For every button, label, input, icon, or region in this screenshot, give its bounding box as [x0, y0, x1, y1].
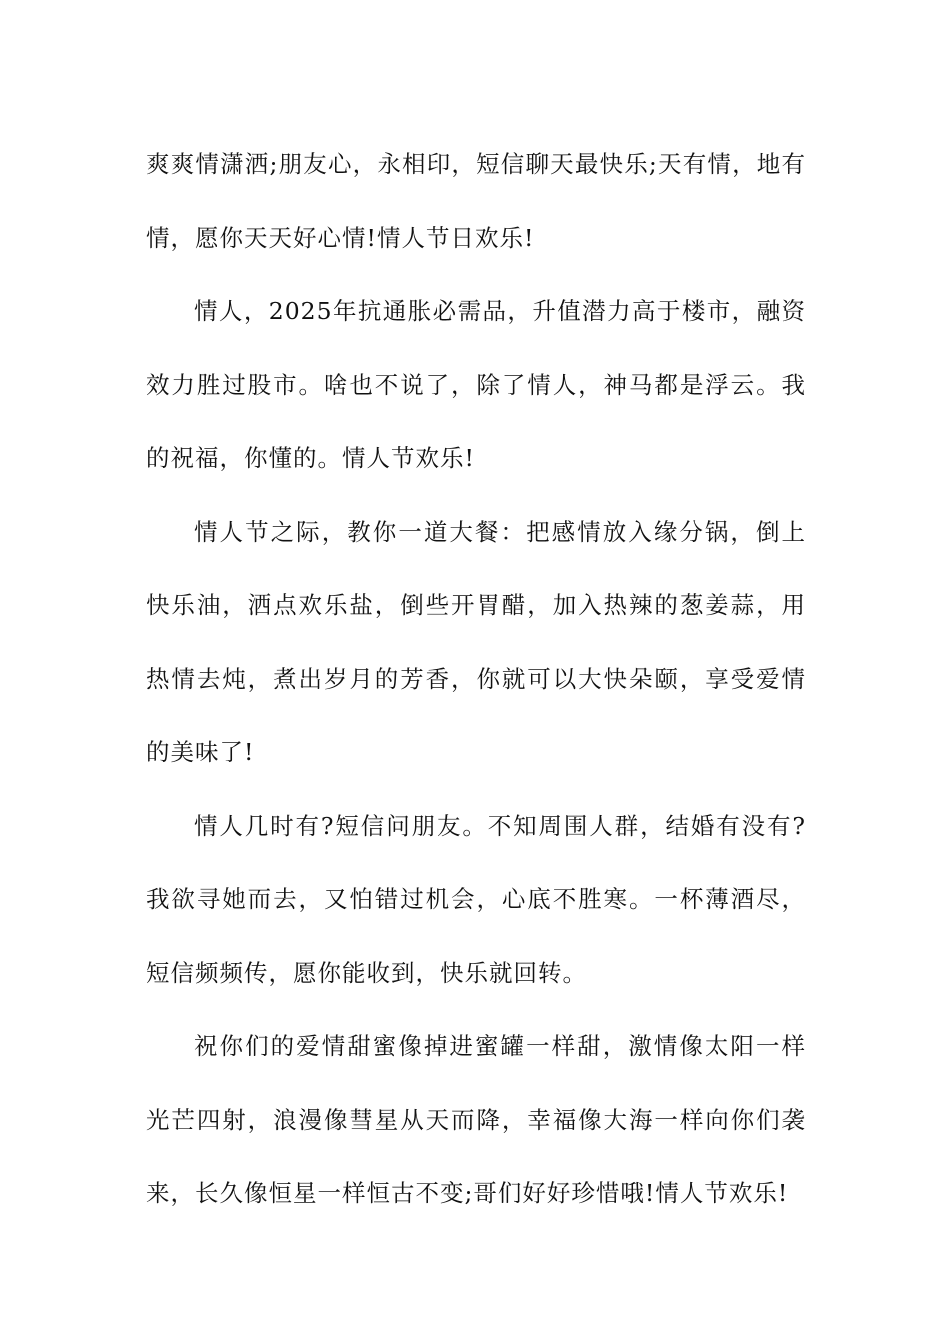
- paragraph-4: 情人几时有?短信问朋友。不知周围人群，结婚有没有?我欲寻她而去，又怕错过机会，心底不胜寒。一杯薄酒尽，短信频频传，愿你能收到，快乐就回转。: [146, 811, 806, 987]
- paragraph-5: 祝你们的爱情甜蜜像掉进蜜罐一样甜，激情像太阳一样光芒四射，浪漫像彗星从天而降，幸福像大海一样向你们袭来，长久像恒星一样恒古不变;哥们好好珍惜哦!情人节欢乐!: [146, 1032, 806, 1207]
- paragraph-1: 爽爽情潇洒;朋友心，永相印，短信聊天最快乐;天有情，地有情，愿你天天好心情!情人节日欢乐!: [146, 150, 806, 252]
- paragraph-3: 情人节之际，教你一道大餐：把感情放入缘分锅，倒上快乐油，洒点欢乐盐，倒些开胃醋，加入热辣的葱姜蒜，用热情去炖，煮出岁月的芳香，你就可以大快朵颐，享受爱情的美味了!: [146, 517, 806, 766]
- paragraph-2: 情人，2025年抗通胀必需品，升值潜力高于楼市，融资效力胜过股市。啥也不说了，除了情人，神马都是浮云。我的祝福，你懂的。情人节欢乐!: [146, 297, 806, 472]
- document-body: [146, 128, 806, 1231]
